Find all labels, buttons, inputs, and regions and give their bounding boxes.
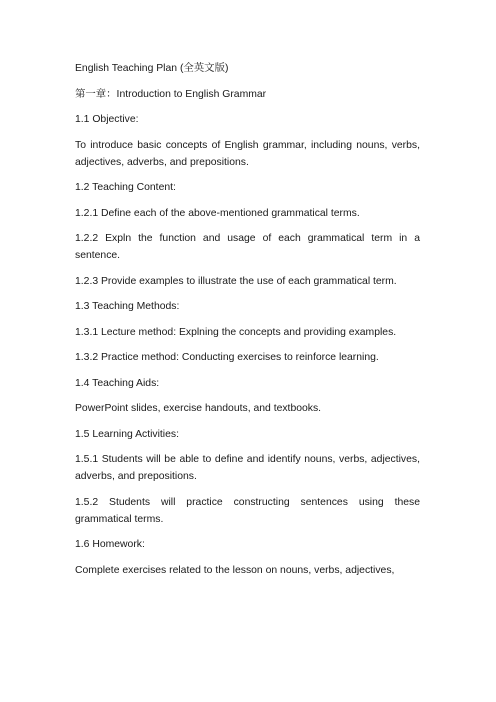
- paragraph: 1.2.1 Define each of the above-mentioned grammatical terms.: [75, 207, 360, 219]
- section-heading: 1.4 Teaching Aids:: [75, 377, 160, 389]
- paragraph: 1.2.2 Expln the function and usage of each grammatical term in a sentence.: [75, 233, 420, 261]
- paragraph: 1.3.1 Lecture method: Explning the concepts and providing examples.: [75, 326, 397, 338]
- paragraph: 1.5.1 Students will be able to define and identify nouns, verbs, adjectives, adverbs, and prepositions.: [75, 454, 420, 482]
- document-title: English Teaching Plan (全英文版): [75, 63, 229, 74]
- paragraph: PowerPoint slides, exercise handouts, and textbooks.: [75, 403, 322, 414]
- section-heading: 1.5 Learning Activities:: [75, 428, 179, 440]
- document-page: [75, 60, 420, 587]
- paragraph: 1.5.2 Students will practice constructing sentences using these grammatical terms.: [75, 496, 420, 525]
- chapter-heading: 第一章：Introduction to English Grammar: [75, 88, 267, 100]
- paragraph: To introduce basic concepts of English grammar, including nouns, verbs, adjectives, adverbs, and prepositions.: [75, 139, 420, 168]
- section-heading: 1.1 Objective:: [75, 114, 139, 125]
- paragraph: Complete exercises related to the lesson on nouns, verbs, adjectives,: [75, 564, 395, 576]
- section-heading: 1.6 Homework:: [75, 539, 145, 550]
- section-heading: 1.3 Teaching Methods:: [75, 301, 180, 312]
- paragraph: 1.3.2 Practice method: Conducting exercises to reinforce learning.: [75, 352, 379, 363]
- paragraph: 1.2.3 Provide examples to illustrate the use of each grammatical term.: [75, 275, 397, 287]
- section-heading: 1.2 Teaching Content:: [75, 182, 176, 193]
